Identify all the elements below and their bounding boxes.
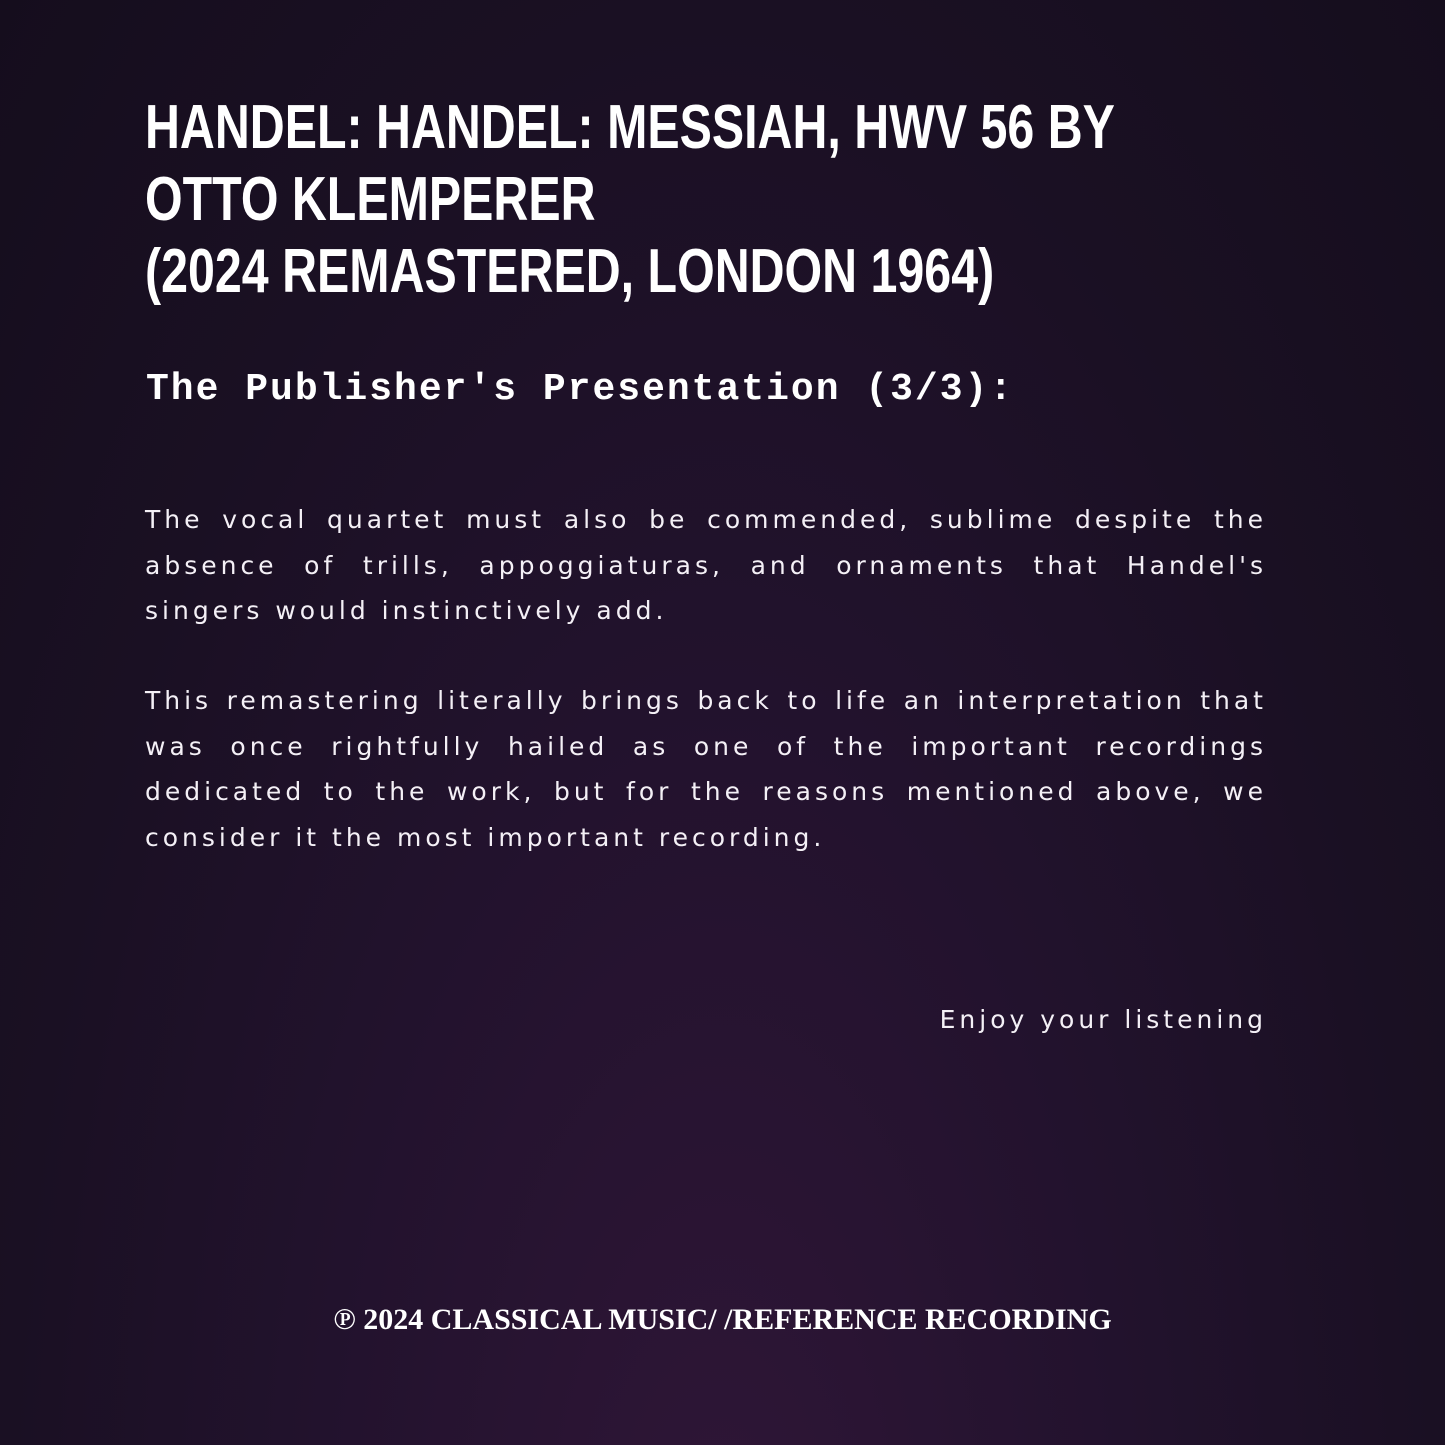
title-line-1: HANDEL: HANDEL: MESSIAH, HWV 56 BY bbox=[145, 93, 1115, 162]
title-line-3: (2024 REMASTERED, LONDON 1964) bbox=[145, 237, 995, 306]
title-line-2: OTTO KLEMPERER bbox=[145, 165, 596, 234]
page-title bbox=[145, 92, 1115, 308]
section-heading: The Publisher's Presentation (3/3): bbox=[146, 368, 1015, 411]
paragraph-remastering: This remastering literally brings back to life an interpretation that was once rightfully hailed as one of the important recordings dedicated to the work, but for the reasons mentioned above, we consider it the most important recording. bbox=[145, 686, 1267, 852]
copyright-footer: ℗ 2024 CLASSICAL MUSIC/ /REFERENCE RECORDING bbox=[333, 1303, 1112, 1336]
signoff-text: Enjoy your listening bbox=[939, 1005, 1267, 1034]
paragraph-vocal-quartet: The vocal quartet must also be commended, sublime despite the absence of trills, appoggiaturas, and ornaments that Handel's singers would instinctively add. bbox=[145, 505, 1267, 625]
